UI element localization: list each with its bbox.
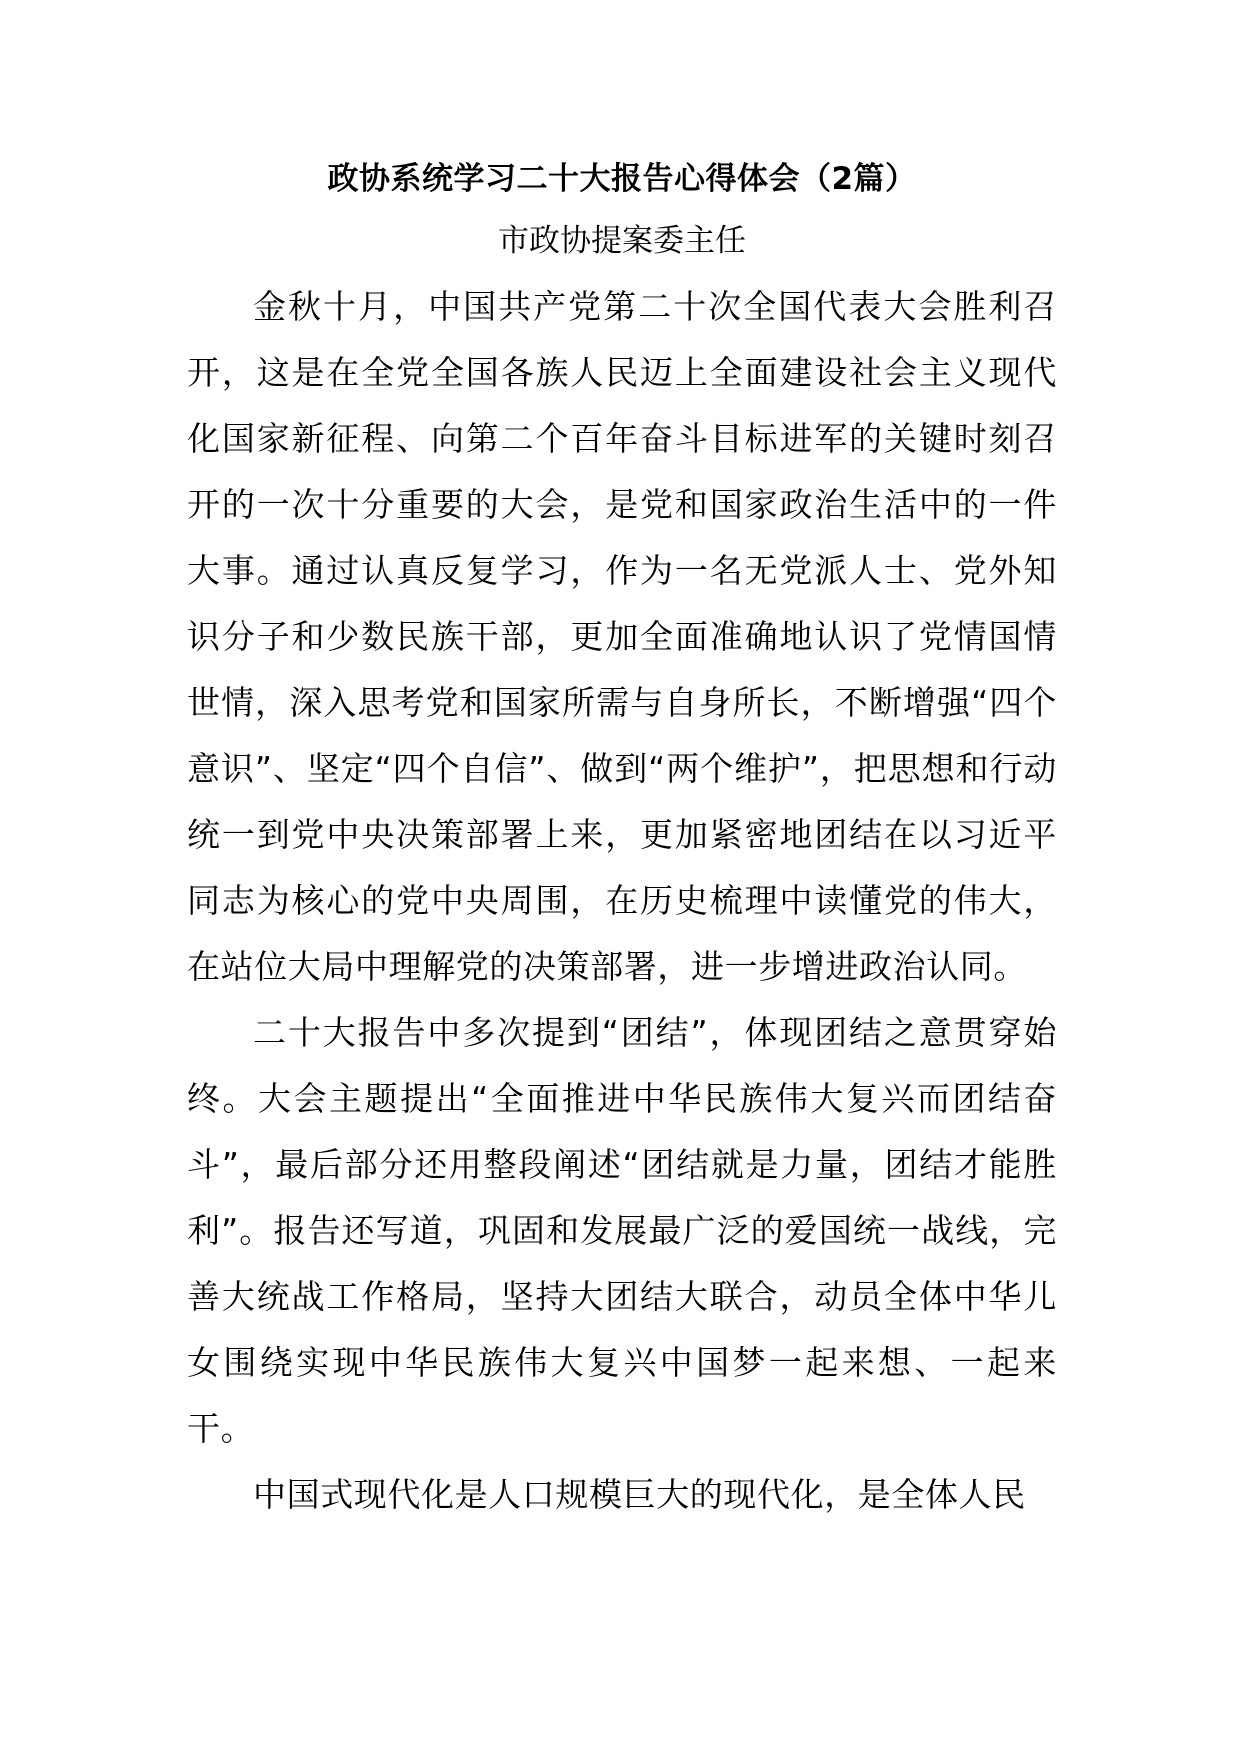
document-body bbox=[187, 150, 1057, 1528]
paragraph-2: 二十大报告中多次提到“团结”，体现团结之意贯穿始终。大会主题提出“全面推进中华民族伟大复兴而团结奋斗”，最后部分还用整段阐述“团结就是力量，团结才能胜利”。报告还写道，巩固和发展最广泛的爱国统一战线，完善大统战工作格局，坚持大团结大联合，动员全体中华儿女围绕实现中华民族伟大复兴中国梦一起来想、一起来干。 bbox=[187, 1013, 1057, 1448]
document-author: 市政协提案委主任 bbox=[498, 223, 746, 259]
paragraph-1: 金秋十月，中国共产党第二十次全国代表大会胜利召开，这是在全党全国各族人民迈上全面建设社会主义现代化国家新征程、向第二个百年奋斗目标进军的关键时刻召开的一次十分重要的大会，是党和国家政治生活中的一件大事。通过认真反复学习，作为一名无党派人士、党外知识分子和少数民族干部，更加全面准确地认识了党情国情世情，深入思考党和国家所需与自身所长，不断增强“四个意识”、坚定“四个自信”、做到“两个维护”，把思想和行动统一到党中央决策部署上来，更加紧密地团结在以习近平同志为核心的党中央周围，在历史梳理中读懂党的伟大，在站位大局中理解党的决策部署，进一步增进政治认同。 bbox=[187, 287, 1057, 986]
paragraph-3: 中国式现代化是人口规模巨大的现代化，是全体人民 bbox=[253, 1475, 1026, 1514]
document-title: 政协系统学习二十大报告心得体会（2篇） bbox=[327, 161, 917, 197]
